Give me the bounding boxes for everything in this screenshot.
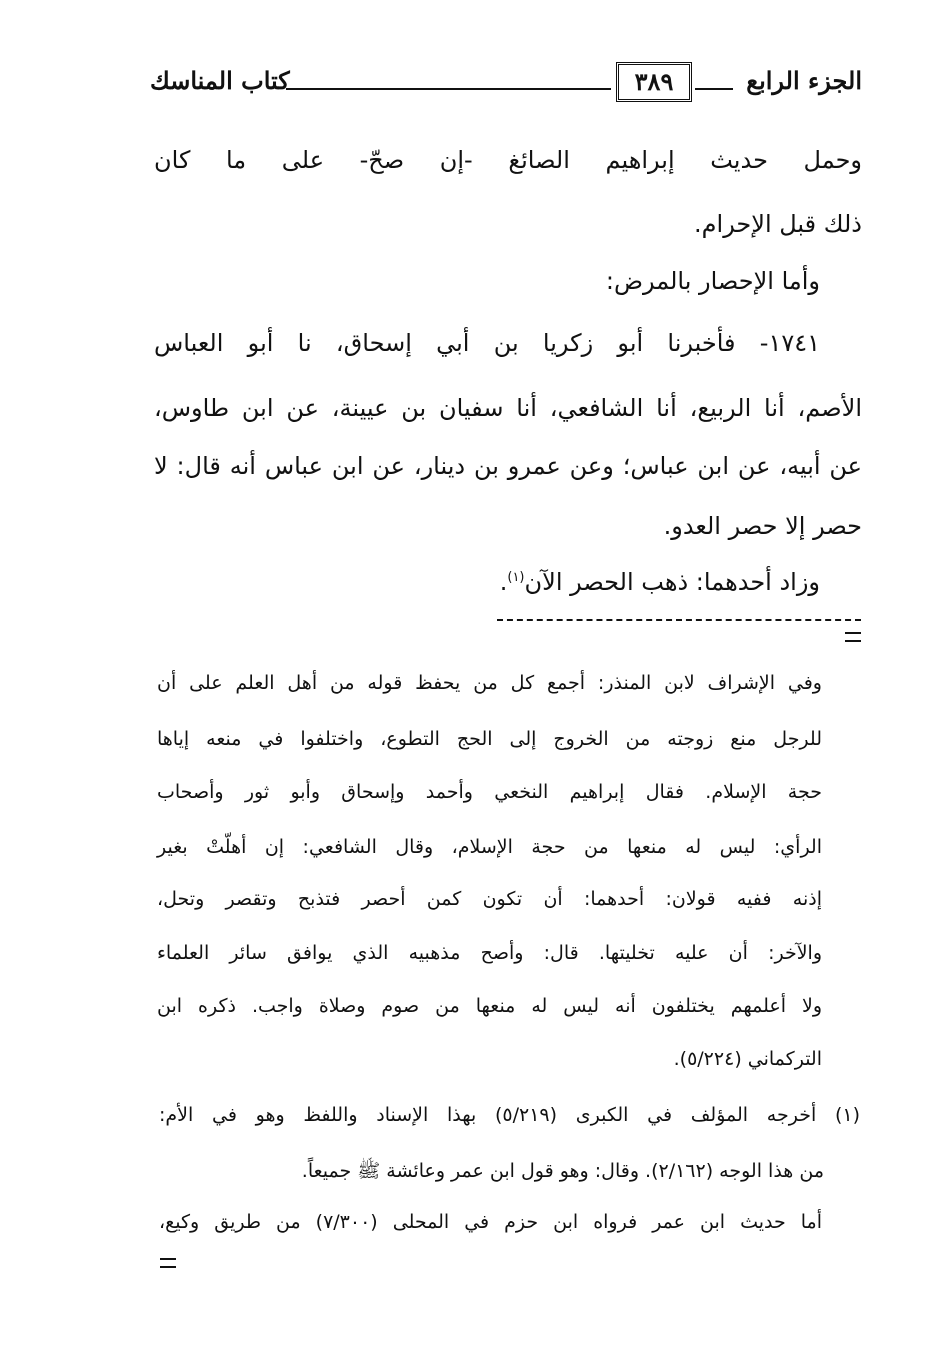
note-line: للرجل منع زوجته من الخروج إلى الحج التطوع، واختلفوا في منعه إياها — [157, 728, 822, 750]
main-line: ذلك قبل الإحرام. — [694, 210, 862, 238]
main-line: وأما الإحصار بالمرض: — [605, 267, 820, 295]
footnote-line: من هذا الوجه (٢/١٦٢). وقال: وهو قول ابن عمر وعائشة ﷺ جميعاً. — [301, 1160, 824, 1182]
continuation-mark — [160, 1258, 176, 1268]
main-line-with-footnote — [500, 568, 820, 596]
note-line: ولا أعلمهم يختلفون أنه ليس له منعها من صوم وصلاة واجب. ذكره ابن — [157, 995, 822, 1017]
main-line-text: وزاد أحدهما: ذهب الحصر الآن — [524, 568, 820, 596]
note-line: إذنه ففيه قولان: أحدهما: أن تكون كمن أحصر فتذبح وتقصر وتحل، — [157, 888, 822, 910]
main-line: حصر إلا حصر العدو. — [663, 512, 862, 540]
page-number: ٣٨٩ — [616, 62, 692, 102]
footnote-reference: (١) — [507, 570, 525, 585]
volume-title: الجزء الرابع — [746, 66, 862, 95]
main-line: وحمل حديث إبراهيم الصائغ -إن صحّ- على ما كان — [154, 146, 862, 174]
dashed-separator — [497, 619, 861, 621]
main-line: عن أبيه، عن ابن عباس؛ وعن عمرو بن دينار، عن ابن عباس أنه قال: لا — [154, 452, 862, 480]
book-title: كتاب المناسك — [150, 66, 290, 95]
note-line: وفي الإشراف لابن المنذر: أجمع كل من يحفظ قوله من أهل العلم على أن — [157, 672, 822, 694]
note-line: حجة الإسلام. فقال إبراهيم النخعي وأحمد وإسحاق وأبو ثور وأصحاب — [157, 781, 822, 803]
main-line: الأصم، أنا الربيع، أنا الشافعي، أنا سفيان بن عيينة، عن ابن طاوس، — [154, 394, 862, 422]
hadith-line: ١٧٤١- فأخبرنا أبو زكريا بن أبي إسحاق، نا أبو العباس — [154, 329, 820, 357]
note-line: التركماني (٥/٢٢٤). — [673, 1048, 822, 1070]
sentence-end: . — [499, 568, 508, 596]
footnote-line: أما حديث ابن عمر فرواه ابن حزم في المحلى (٧/٣٠٠) من طريق وكيع، — [159, 1211, 822, 1233]
header-rule-right — [695, 88, 733, 90]
header-rule-left — [286, 88, 611, 90]
double-bar-mark — [845, 632, 861, 642]
page-header — [150, 62, 862, 106]
note-line: والآخر: أن عليه تخليتها. قال: وأصح مذهبيه الذي يوافق سائر العلماء — [157, 942, 822, 964]
footnote-line: (١) أخرجه المؤلف في الكبرى (٥/٢١٩) بهذا الإسناد واللفظ وهو في الأم: — [159, 1104, 861, 1126]
note-line: الرأي: ليس له منعها من حجة الإسلام، وقال الشافعي: إن أهلّتْ بغير — [157, 836, 822, 858]
